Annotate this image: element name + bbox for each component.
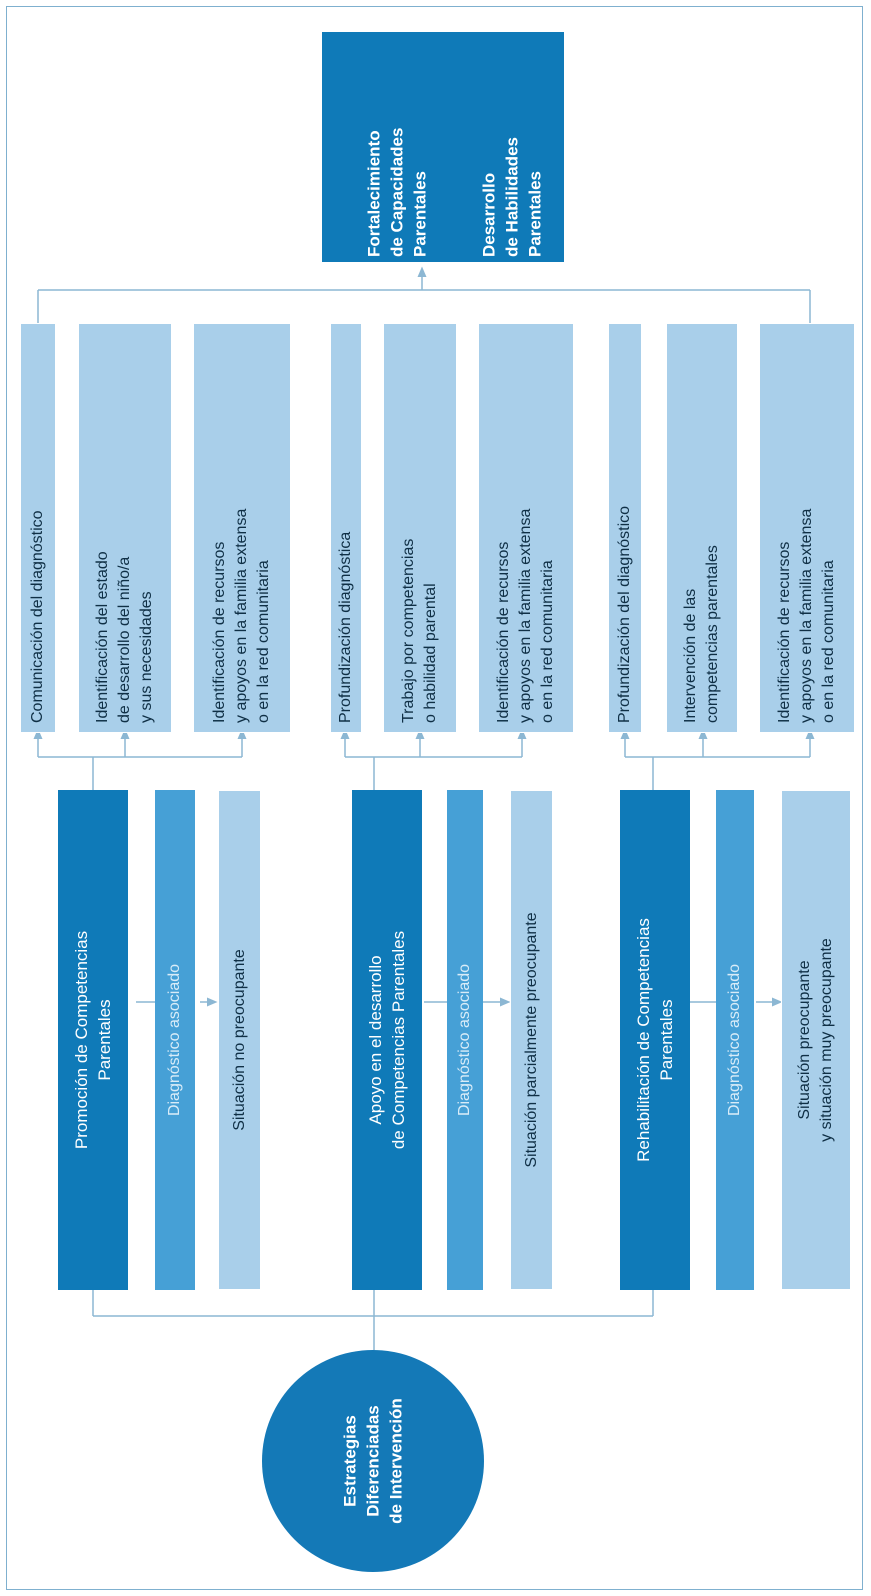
strategy-1-action-2-label: Identificación del estado de desarrollo del niño/a y sus necesidades: [94, 551, 155, 723]
strategy-3-action-2: [666, 323, 738, 733]
strategy-3-situation: [781, 790, 851, 1290]
strategy-3-action-2-label: Intervención de las competencias parentales: [682, 545, 721, 723]
strategy-1-title: Promoción de Competencias Parentales: [72, 930, 114, 1150]
strategy-2-box: [352, 790, 422, 1290]
target-box: [322, 32, 564, 262]
strategy-1-action-1-label: Comunicación del diagnóstico: [29, 510, 46, 723]
strategy-3-situation-label: Situación preocupante y situación muy preocupante: [796, 938, 835, 1142]
strategy-3-diagnosis-label: Diagnóstico asociado: [726, 963, 743, 1117]
strategy-2-situation: [510, 790, 553, 1290]
strategy-3-action-3: [759, 323, 855, 733]
strategy-3-diagnosis: [716, 790, 754, 1290]
strategy-1-action-2: [78, 323, 172, 733]
strategy-1-action-3-label: Identificación de recursos y apoyos en la familia extensa o en la red comunitaria: [211, 508, 272, 723]
root-circle: [262, 1350, 484, 1572]
strategy-3-title: Rehabilitación de Competencias Parentales: [634, 918, 676, 1162]
strategy-3-action-1-label: Profundización del diagnóstico: [616, 505, 633, 723]
strategy-2-action-1-label: Profundización diagnóstica: [337, 531, 354, 723]
strategy-2-diagnosis-label: Diagnóstico asociado: [456, 963, 473, 1117]
strategy-1-diagnosis-label: Diagnóstico asociado: [166, 963, 183, 1117]
strategy-1-action-3: [193, 323, 291, 733]
strategy-3-action-3-label: Identificación de recursos y apoyos en la familia extensa o en la red comunitaria: [776, 508, 837, 723]
strategy-2-action-3-label: Identificación de recursos y apoyos en la familia extensa o en la red comunitaria: [495, 508, 556, 723]
strategy-3-action-1: [608, 323, 642, 733]
strategy-1-diagnosis: [155, 790, 195, 1290]
strategy-1-situation-label: Situación no preocupante: [230, 949, 248, 1131]
target-text-2: Desarrollo de Habilidades Parentales: [479, 137, 545, 257]
strategy-2-situation-label: Situación parcialmente preocupante: [522, 912, 540, 1168]
strategy-2-diagnosis: [447, 790, 483, 1290]
strategy-3-box: [620, 790, 690, 1290]
strategy-1-box: [58, 790, 128, 1290]
target-text-1: Fortalecimiento de Capacidades Parentales: [364, 127, 430, 257]
strategy-2-action-2-label: Trabajo por competencias o habilidad parental: [400, 538, 439, 723]
strategy-2-action-2: [383, 323, 457, 733]
strategy-1-situation: [218, 790, 261, 1290]
strategy-1-action-1: [20, 323, 56, 733]
root-label: Estrategias Diferenciadas de Intervención: [340, 1398, 406, 1524]
strategy-2-action-1: [330, 323, 362, 733]
strategy-2-title: Apoyo en el desarrollo de Competencias Parentales: [366, 930, 408, 1150]
strategy-2-action-3: [478, 323, 574, 733]
